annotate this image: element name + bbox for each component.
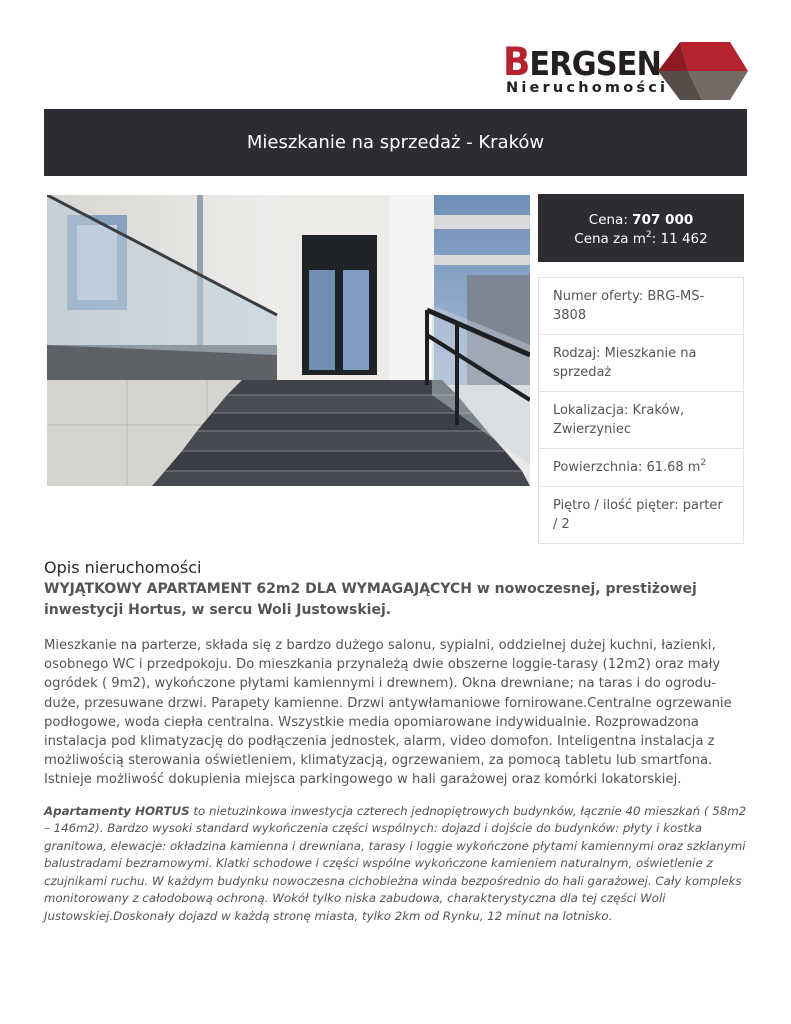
logo-subtitle: Nieruchomości	[506, 80, 669, 96]
property-description	[44, 557, 749, 925]
price-per-m2-line	[538, 230, 744, 249]
detail-location: Lokalizacja: Kraków, Zwierzyniec	[539, 392, 743, 449]
detail-area	[539, 449, 743, 487]
description-title: Opis nieruchomości	[44, 558, 202, 577]
paragraph-2-text: to nietuzinkowa inwestycja czterech jednopiętrowych budynków, łącznie 40 mieszkań ( 58m2 – 146m2). Bardzo wysoki standard wykończenia części wspólnych: dojazd i dojście do budynków: płyty i kostka granitowa, elewacje: okładzina kamienna i drewniana, tarasy i loggie wykończone płytami kamiennymi oraz szklanymi balustradami bezramowymi. Klatki schodowe i części wspólne wykończone kamieniem naturalnym, oświetlenie z czujnikami ruchu. W każdym budynku nowoczesna cichobieżna winda bezpośrednio do hali garażowej. Cały kompleks monitorowany z całodobową ochroną. Wokół tylko niska zabudowa, charakterystyczna dla tej części Woli Justowskiej.Doskonały dojazd w każdą stronę miasta, tylko 2km od Rynku, 12 minut na lotnisko.	[44, 803, 747, 923]
detail-type: Rodzaj: Mieszkanie na sprzedaż	[539, 335, 743, 392]
detail-floor: Piętro / ilość pięter: parter / 2	[553, 498, 723, 532]
description-paragraph-1: Mieszkanie na parterze, składa się z bardzo dużego salonu, sypialni, oddzielnej dużej kuchni, łazienki, osobnego WC i przedpokoju. Do mieszkania przynależą dwie obszerne loggie-tarasy (12m2) oraz mały ogródek ( 9m2), wykończone płytami kamiennymi i drewnem). Okna drewniane; na taras i do ogrodu-duże, przesuwane drzwi. Parapety kamienne. Drzwi antywłamaniowe fornirowane.Centralne ogrzewanie podłogowe, woda ciepła centralna. Wszystkie media opomiarowane indywidualnie. Rozprowadzona instalacja pod klimatyzację do podłączenia jednostek, alarm, video domofon. Inteligentna instalacja z możliwością sterowania oświetleniem, klimatyzacją, ogrzewaniem, za pomocą tabletu lub smartfona. Istnieje możliwość dokupienia miejsca parkingowego w hali garażowej oraz komórki lokatorskiej.	[44, 638, 732, 788]
description-paragraph-2	[44, 803, 749, 926]
price-box	[538, 194, 744, 262]
price-value: 707 000	[632, 212, 694, 228]
m2-superscript: 2	[645, 230, 652, 240]
description-headline: WYJĄTKOWY APARTAMENT 62m2 DLA WYMAGAJĄCYCH w nowoczesnej, prestiżowej inwestycji Hortus, w sercu Woli Justowskiej.	[44, 581, 697, 618]
listing-title-bar	[44, 109, 747, 176]
listing-title: Mieszkanie na sprzedaż - Kraków	[246, 132, 545, 153]
price-per-m2-value: : 11 462	[651, 231, 708, 247]
price-label: Cena:	[588, 212, 628, 228]
company-logo[interactable]	[503, 40, 753, 100]
price-per-m2-label: Cena za m	[574, 231, 646, 247]
property-photo[interactable]	[47, 195, 530, 486]
property-details	[538, 277, 744, 544]
building-entrance-image	[47, 195, 530, 486]
logo-diamond-icon	[658, 42, 748, 100]
price-line	[538, 211, 744, 230]
paragraph-2-bold: Apartamenty HORTUS	[44, 803, 190, 818]
logo-brand-text: BERGSEN	[503, 40, 661, 85]
detail-area-text: Powierzchnia: 61.68 m	[553, 460, 701, 475]
detail-offer-number: Numer oferty: BRG-MS-3808	[539, 278, 743, 335]
area-superscript: 2	[700, 458, 707, 468]
